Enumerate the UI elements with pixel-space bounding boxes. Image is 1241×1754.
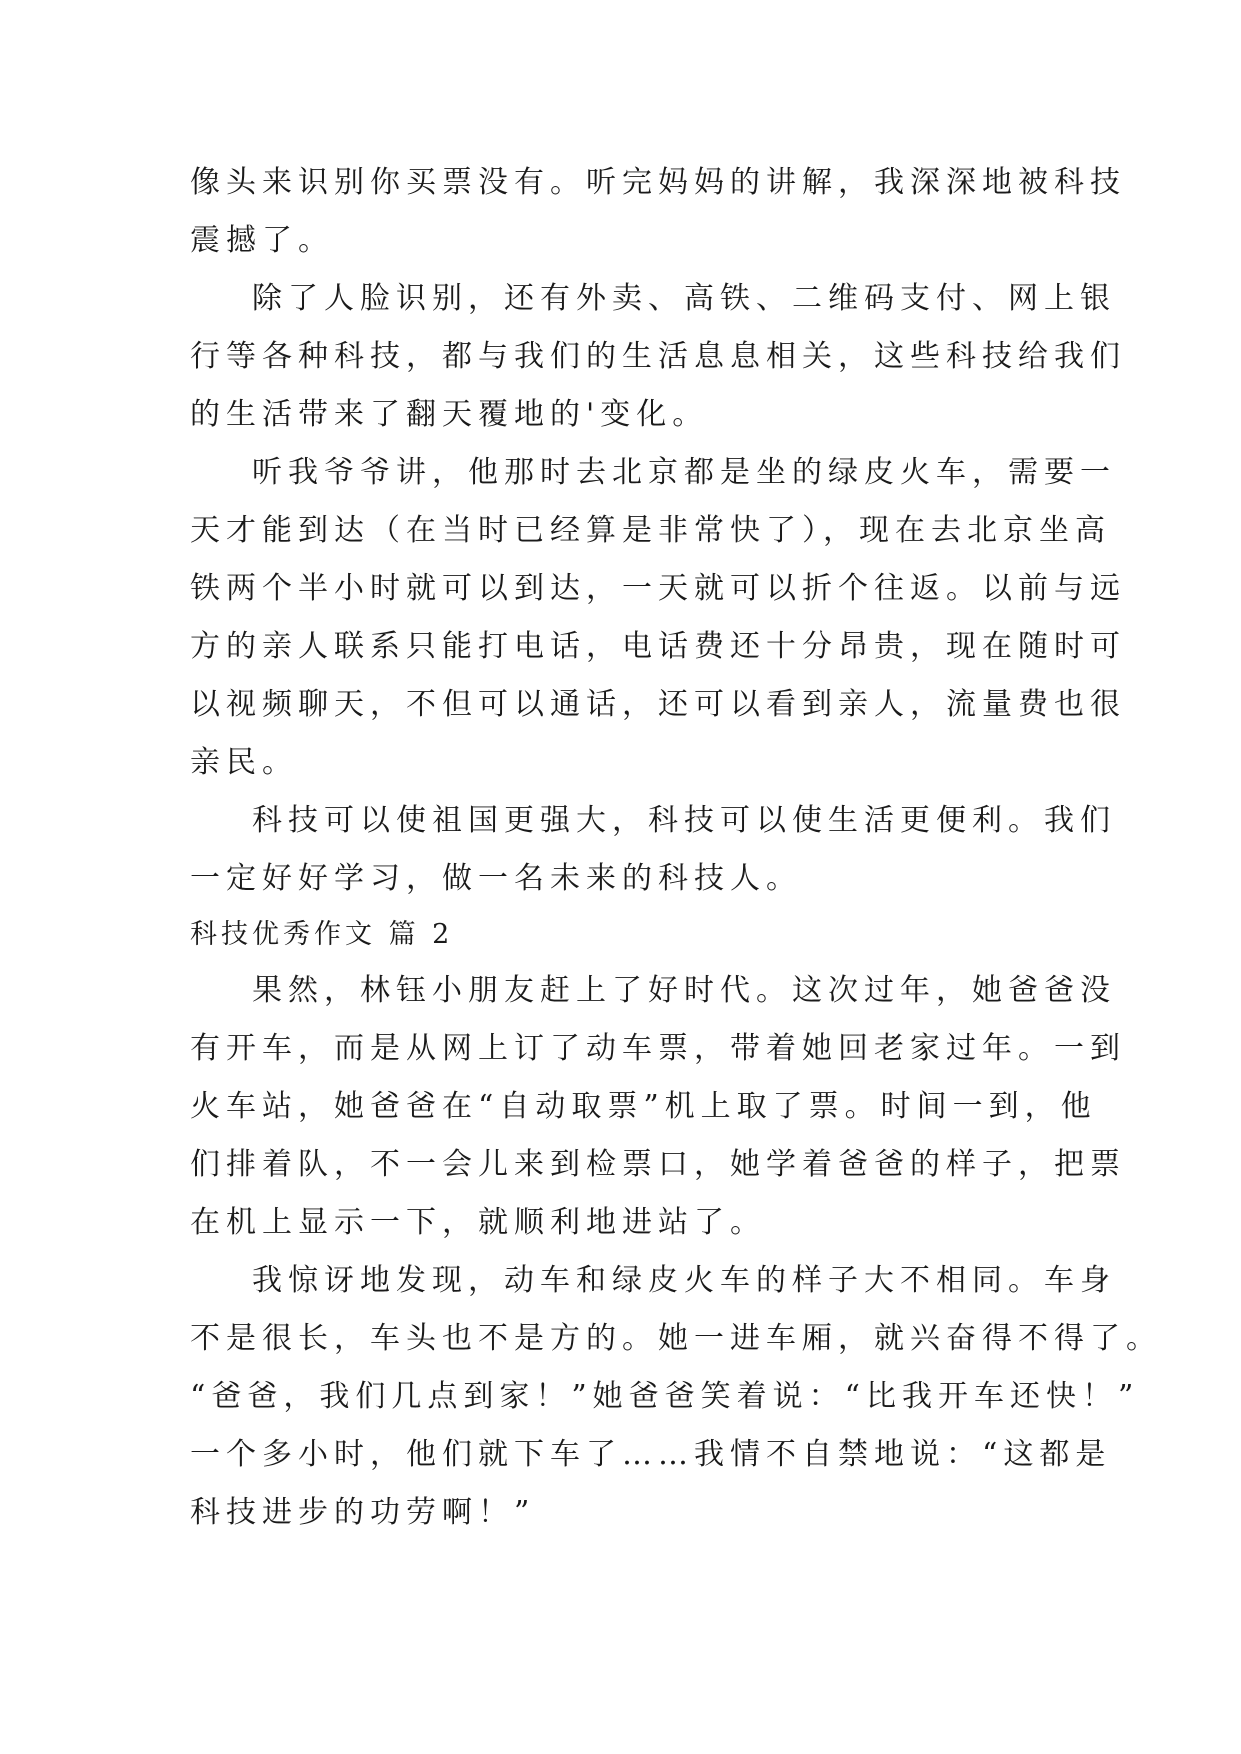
paragraph-line: 火车站，她爸爸在“自动取票”机上取了票。时间一到，他 [190,1089,1097,1124]
paragraph-line: 亲民。 [190,745,298,780]
paragraph-line: 一个多小时，他们就下车了……我情不自禁地说：“这都是 [190,1437,1112,1472]
paragraph-line: 的生活带来了翻天覆地的'变化。 [190,397,709,432]
paragraph-line: 方的亲人联系只能打电话，电话费还十分昂贵，现在随时可 [190,629,1126,664]
paragraph-line: 在机上显示一下，就顺利地进站了。 [190,1205,766,1240]
paragraph-line: 们排着队，不一会儿来到检票口，她学着爸爸的样子，把票 [190,1147,1126,1182]
paragraph-line: 不是很长，车头也不是方的。她一进车厢，就兴奋得不得了。 [190,1321,1162,1356]
paragraph-line: 震撼了。 [190,223,334,258]
paragraph-line: 一定好好学习，做一名未来的科技人。 [190,861,802,896]
paragraph-line: 有开车，而是从网上订了动车票，带着她回老家过年。一到 [190,1031,1126,1066]
paragraph-line: 除了人脸识别，还有外卖、高铁、二维码支付、网上银 [252,281,1116,316]
paragraph-line: 我惊讶地发现，动车和绿皮火车的样子大不相同。车身 [252,1263,1116,1298]
paragraph-line: 听我爷爷讲，他那时去北京都是坐的绿皮火车，需要一 [252,455,1116,490]
section-heading: 科技优秀作文 篇 2 [190,919,454,950]
paragraph-line: 果然，林钰小朋友赶上了好时代。这次过年，她爸爸没 [252,973,1116,1008]
paragraph-line: 像头来识别你买票没有。听完妈妈的讲解，我深深地被科技 [190,165,1126,200]
paragraph-line: 铁两个半小时就可以到达，一天就可以折个往返。以前与远 [190,571,1126,606]
paragraph-line: 行等各种科技，都与我们的生活息息相关，这些科技给我们 [190,339,1126,374]
paragraph-line: 科技可以使祖国更强大，科技可以使生活更便利。我们 [252,803,1116,838]
paragraph-line: 科技进步的功劳啊！” [190,1495,536,1530]
paragraph-line: “爸爸，我们几点到家！”她爸爸笑着说：“比我开车还快！” [190,1379,1140,1414]
paragraph-line: 以视频聊天，不但可以通话，还可以看到亲人，流量费也很 [190,687,1126,722]
paragraph-line: 天才能到达（在当时已经算是非常快了），现在去北京坐高 [190,513,1111,548]
